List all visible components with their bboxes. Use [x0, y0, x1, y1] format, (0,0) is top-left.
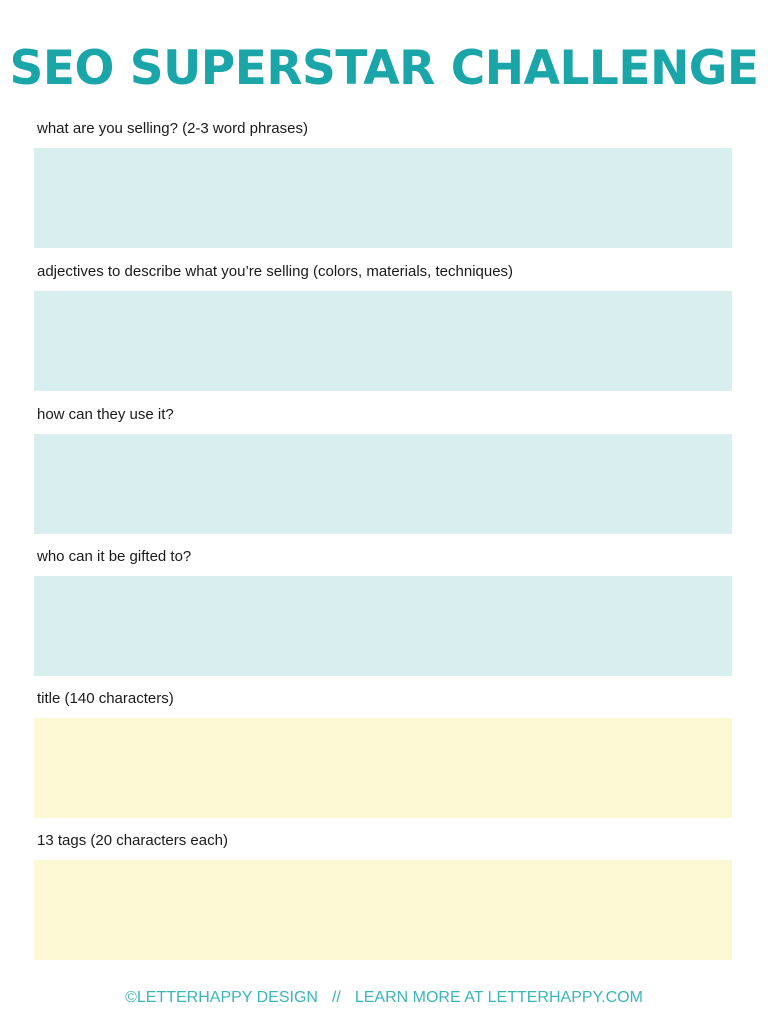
section-label: title (140 characters)	[37, 690, 174, 707]
footer-website-link[interactable]: LEARN MORE AT LETTERHAPPY.COM	[354, 989, 643, 1006]
tags-field[interactable]	[34, 860, 732, 960]
adjectives-field[interactable]	[34, 291, 732, 391]
footer-copyright: ©LETTERHAPPY DESIGN	[125, 989, 318, 1006]
title-field[interactable]	[34, 718, 732, 818]
gifted-field[interactable]	[34, 576, 732, 676]
page-title: SEO SUPERSTAR CHALLENGE	[9, 41, 759, 96]
section-label: what are you selling? (2-3 word phrases)	[37, 120, 308, 137]
section-label: 13 tags (20 characters each)	[37, 832, 228, 849]
use-field[interactable]	[34, 434, 732, 534]
section-label: how can they use it?	[37, 406, 174, 423]
section-label: who can it be gifted to?	[37, 548, 192, 565]
footer	[0, 986, 768, 1010]
what-selling-field[interactable]	[34, 148, 732, 248]
section-label: adjectives to describe what you’re selling (colors, materials, techniques)	[37, 263, 514, 280]
footer-separator: //	[331, 989, 341, 1006]
